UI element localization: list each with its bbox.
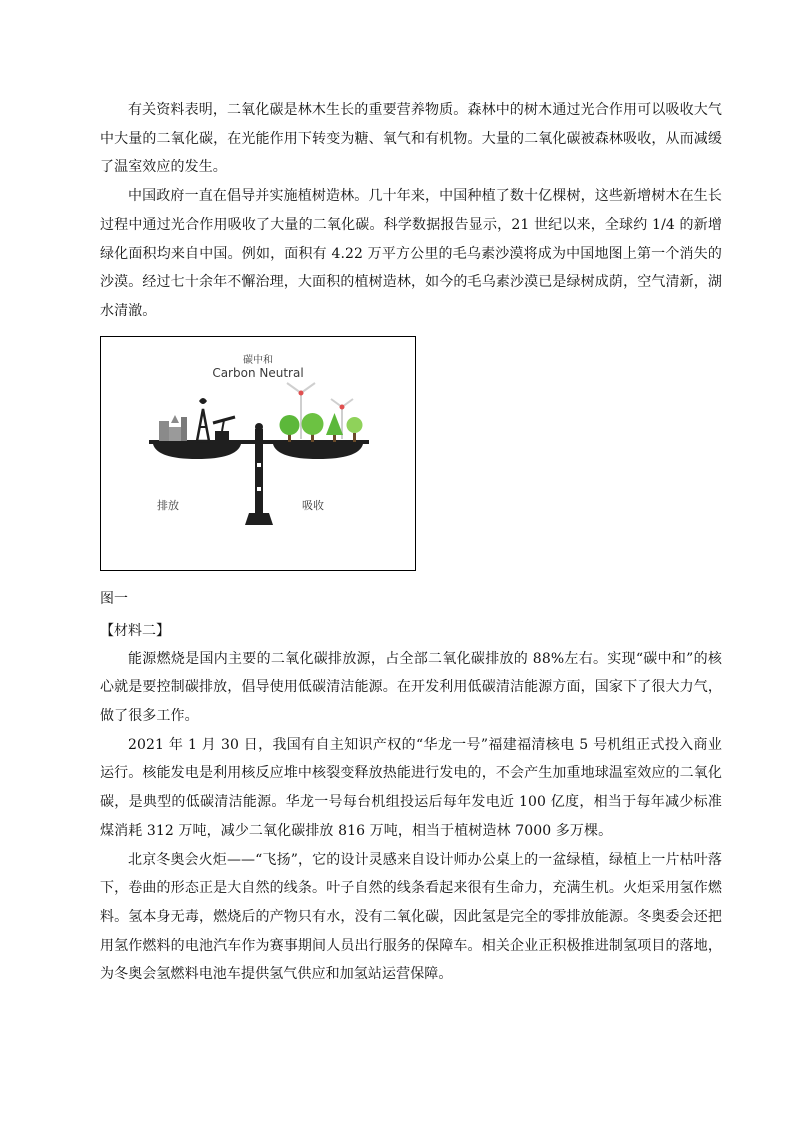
figure-caption: 图一 [100, 590, 128, 607]
emission-label: 排放 [157, 498, 179, 512]
tree-icon [280, 413, 363, 442]
carbon-neutral-figure [100, 336, 416, 571]
absorption-label: 吸收 [302, 498, 324, 512]
figure-title-chinese: 碳中和 [243, 354, 273, 366]
document-page [100, 96, 722, 989]
oil-pump-icon [213, 417, 235, 441]
paragraph: 能源燃烧是国内主要的二氧化碳排放源，占全部二氧化碳排放的 88%左右。实现“碳中和”的核心就是要控制碳排放，倡导使用低碳清洁能源。在开发利用低碳清洁能源方面，国家下了很大力气，做了很多工作。 [100, 650, 722, 725]
figure-title-english: Carbon Neutral [212, 365, 304, 380]
paragraph: 2021 年 1 月 30 日，我国有自主知识产权的“华龙一号”福建福清核电 5 号机组正式投入商业运行。核能发电是利用核反应堆中核裂变释放热能进行发电的，不会产生加重地球温室效应的二氧化碳，是典型的低碳清洁能源。华龙一号每台机组投运后每年发电近 100 亿度，相当于每年减少标准煤消耗 312 万吨，减少二氧化碳排放 816 万吨，相当于植树造林 7000 多万棵。 [100, 736, 722, 839]
section-heading: 【材料二】 [100, 622, 170, 639]
oil-derrick-icon [197, 398, 209, 441]
factory-icon [159, 415, 187, 441]
paragraph: 北京冬奥会火炬——“飞扬”，它的设计灵感来自设计师办公桌上的一盆绿植，绿植上一片枯叶落下，卷曲的形态正是大自然的线条。叶子自然的线条看起来很有生命力，充满生机。火炬采用氢作燃料。氢本身无毒，燃烧后的产物只有水，没有二氧化碳，因此氢是完全的零排放能源。冬奥委会还把用氢作燃料的电池汽车作为赛事期间人员出行服务的保障车。相关企业正积极推进制氢项目的落地，为冬奥会氢燃料电池车提供氢气供应和加氢站运营保障。 [100, 851, 722, 983]
paragraph: 有关资料表明，二氧化碳是林木生长的重要营养物质。森林中的树木通过光合作用可以吸收大气中大量的二氧化碳，在光能作用下转变为糖、氧气和有机物。大量的二氧化碳被森林吸收，从而减缓了温室效应的发生。 [100, 102, 722, 176]
paragraph: 中国政府一直在倡导并实施植树造林。几十年来，中国种植了数十亿棵树，这些新增树木在生长过程中通过光合作用吸收了大量的二氧化碳。科学数据报告显示，21 世纪以来，全球约 1/4 的新增绿化面积均来自中国。例如，面积有 4.22 万平方公里的毛乌素沙漠将成为中国地图上第一个消失的沙漠。经过七十余年不懈治理，大面积的植树造林，如今的毛乌素沙漠已是绿树成荫，空气清新，湖水清澈。 [100, 188, 722, 319]
